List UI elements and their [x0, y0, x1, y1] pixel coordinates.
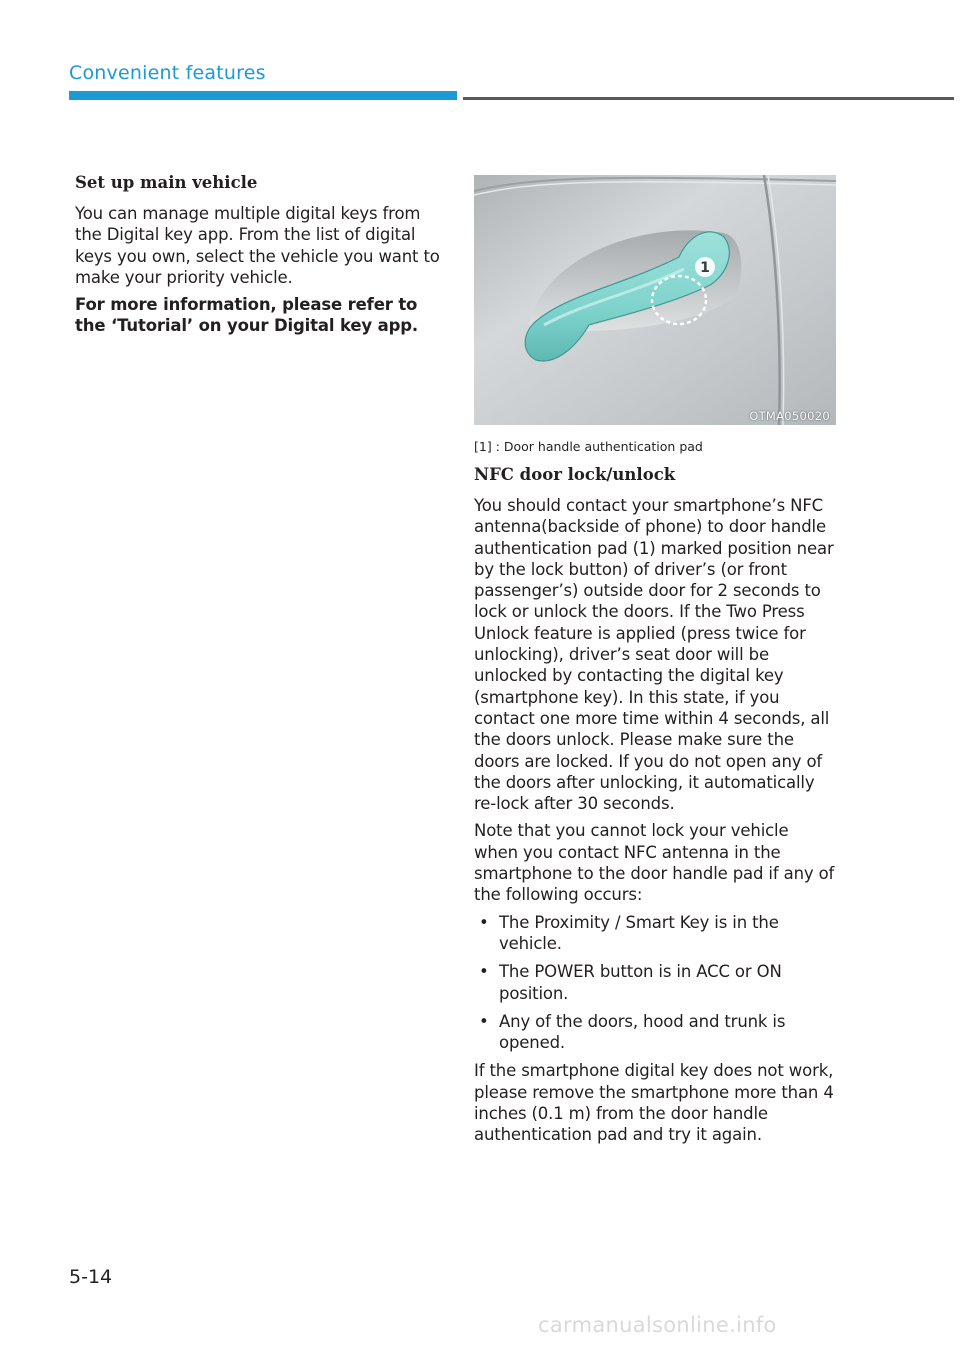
paragraph: Note that you cannot lock your vehicle when you contact NFC antenna in the smartphone to the door handle pad if any of the following occurs: — [474, 821, 835, 905]
paragraph: You can manage multiple digital keys from the Digital key app. From the list of digital keys you own, select the vehicle you want to make your priority vehicle. — [75, 204, 440, 287]
bullet-icon: • — [479, 912, 489, 932]
list-item: • The Proximity / Smart Key is in the vehicle. — [479, 912, 779, 953]
callout-number: 1 — [700, 260, 710, 276]
page-number: 5-14 — [69, 1266, 113, 1288]
section-title: Convenient features — [69, 62, 266, 84]
door-handle-drawing — [474, 175, 836, 425]
watermark: carmanualsonline.info — [538, 1313, 777, 1337]
figure-code: OTMA050020 — [749, 409, 830, 423]
list-item: • Any of the doors, hood and trunk is opened. — [479, 1011, 786, 1053]
right-column — [474, 175, 836, 1152]
paragraph: If the smartphone digital key does not work, please remove the smartphone more than 4 inches (0.1 m) from the door handle authentication pad and try it again. — [474, 1061, 834, 1145]
list-item: • The POWER button is in ACC or ON position. — [479, 962, 782, 1003]
heading-set-up-main-vehicle: Set up main vehicle — [75, 173, 258, 192]
header-accent-bar — [69, 91, 457, 100]
header-rule — [463, 97, 954, 100]
conditions-list — [474, 912, 836, 1054]
heading-nfc-door-lock-unlock: NFC door lock/unlock — [474, 465, 676, 484]
bullet-icon: • — [479, 1011, 489, 1031]
paragraph: You should contact your smartphone’s NFC antenna(backside of phone) to door handle authentication pad (1) marked position near by the lock button) of driver’s (or front passenger’s) outside door for 2 seconds to lock or unlock the doors. If the Two Press Unlock feature is applied (press twice for unlocking), driver’s seat door will be unlocked by contacting the digital key (smartphone key). In this state, if you contact one more time within 4 seconds, all the doors unlock. Please make sure the doors are locked. If you do not open any of the doors after unlocking, it automatically re-lock after 30 seconds. — [474, 496, 834, 814]
left-column — [75, 172, 443, 343]
figure-caption: [1] : Door handle authentication pad — [474, 439, 703, 454]
door-handle-illustration — [474, 175, 836, 425]
bullet-icon: • — [479, 962, 489, 982]
paragraph-note: For more information, please refer to the ‘Tutorial’ on your Digital key app. — [75, 295, 419, 336]
